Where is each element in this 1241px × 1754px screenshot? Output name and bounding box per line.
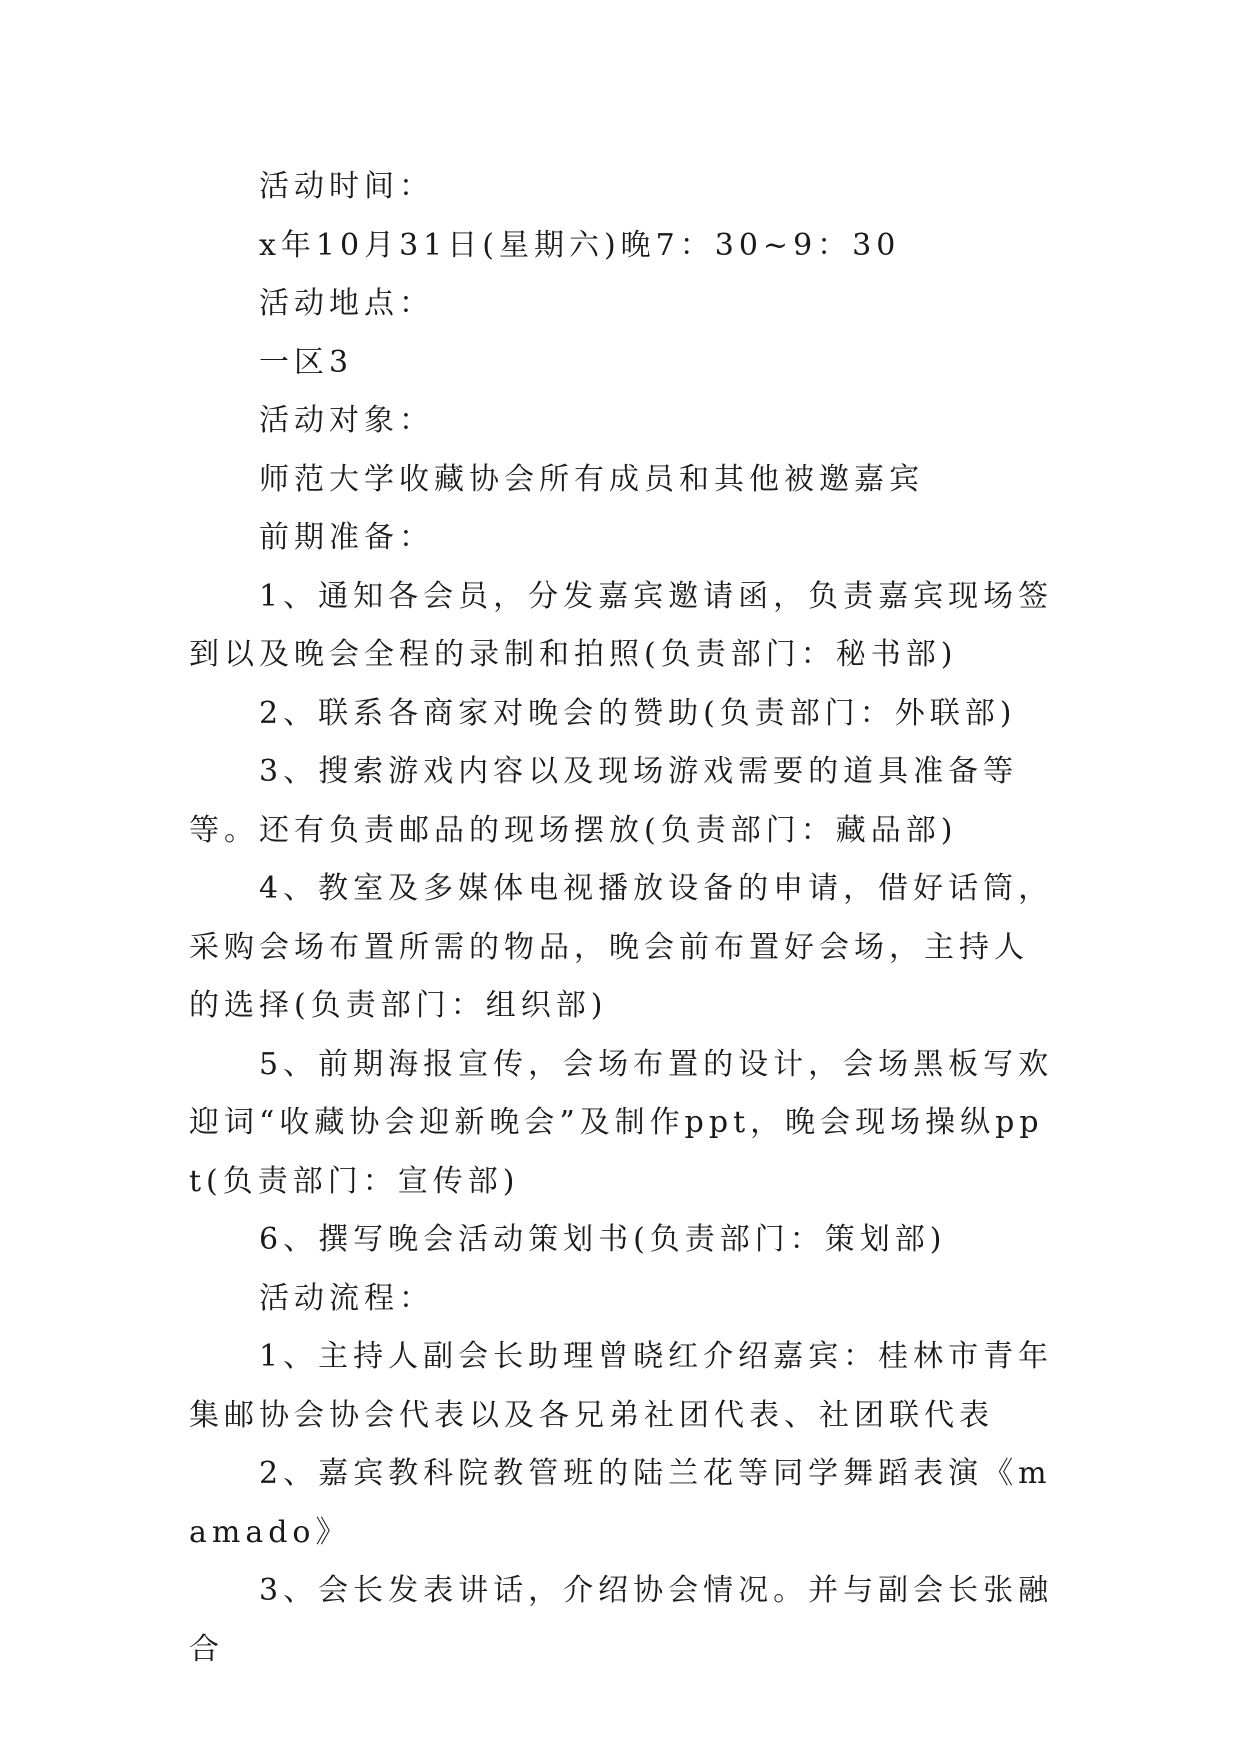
preparation-item-3: 3、搜索游戏内容以及现场游戏需要的道具准备等等。还有负责邮品的现场摆放(负责部门：藏品部) [189,754,1019,848]
heading-activity-flow: 活动流程： [259,1280,434,1316]
heading-activity-time: 活动时间： [259,169,434,204]
preparation-item-2: 2、联系各商家对晚会的赞助(负责部门：外联部) [259,695,1017,731]
flow-item-3: 3、会长发表讲话，介绍协会情况。并与副会长张融合 [189,1573,1054,1667]
heading-activity-location: 活动地点： [259,286,434,321]
activity-audience-value: 师范大学收藏协会所有成员和其他被邀嘉宾 [259,461,924,497]
document-body [189,158,1055,1679]
preparation-item-6: 6、撰写晚会活动策划书(负责部门：策划部) [259,1222,947,1257]
preparation-item-5: 5、前期海报宣传，会场布置的设计，会场黑板写欢迎词“收藏协会迎新晚会”及制作ppt，晚会现场操纵ppt(负责部门：宣传部) [189,1046,1054,1199]
heading-activity-audience: 活动对象： [259,403,434,438]
activity-time-value: x年10月31日(星期六)晚7：30~9：30 [259,227,901,263]
flow-item-2: 2、嘉宾教科院教管班的陆兰花等同学舞蹈表演《mamado》 [189,1456,1052,1550]
activity-location-value: 一区3 [259,344,354,380]
heading-preparation: 前期准备： [259,520,434,555]
flow-item-1: 1、主持人副会长助理曾晓红介绍嘉宾：桂林市青年集邮协会协会代表以及各兄弟社团代表、社团联代表 [189,1339,1054,1433]
preparation-item-4: 4、教室及多媒体电视播放设备的申请，借好话筒，采购会场布置所需的物品，晚会前布置好会场，主持人的选择(负责部门：组织部) [189,871,1054,1023]
preparation-item-1: 1、通知各会员，分发嘉宾邀请函，负责嘉宾现场签到以及晚会全程的录制和拍照(负责部门：秘书部) [189,578,1054,672]
